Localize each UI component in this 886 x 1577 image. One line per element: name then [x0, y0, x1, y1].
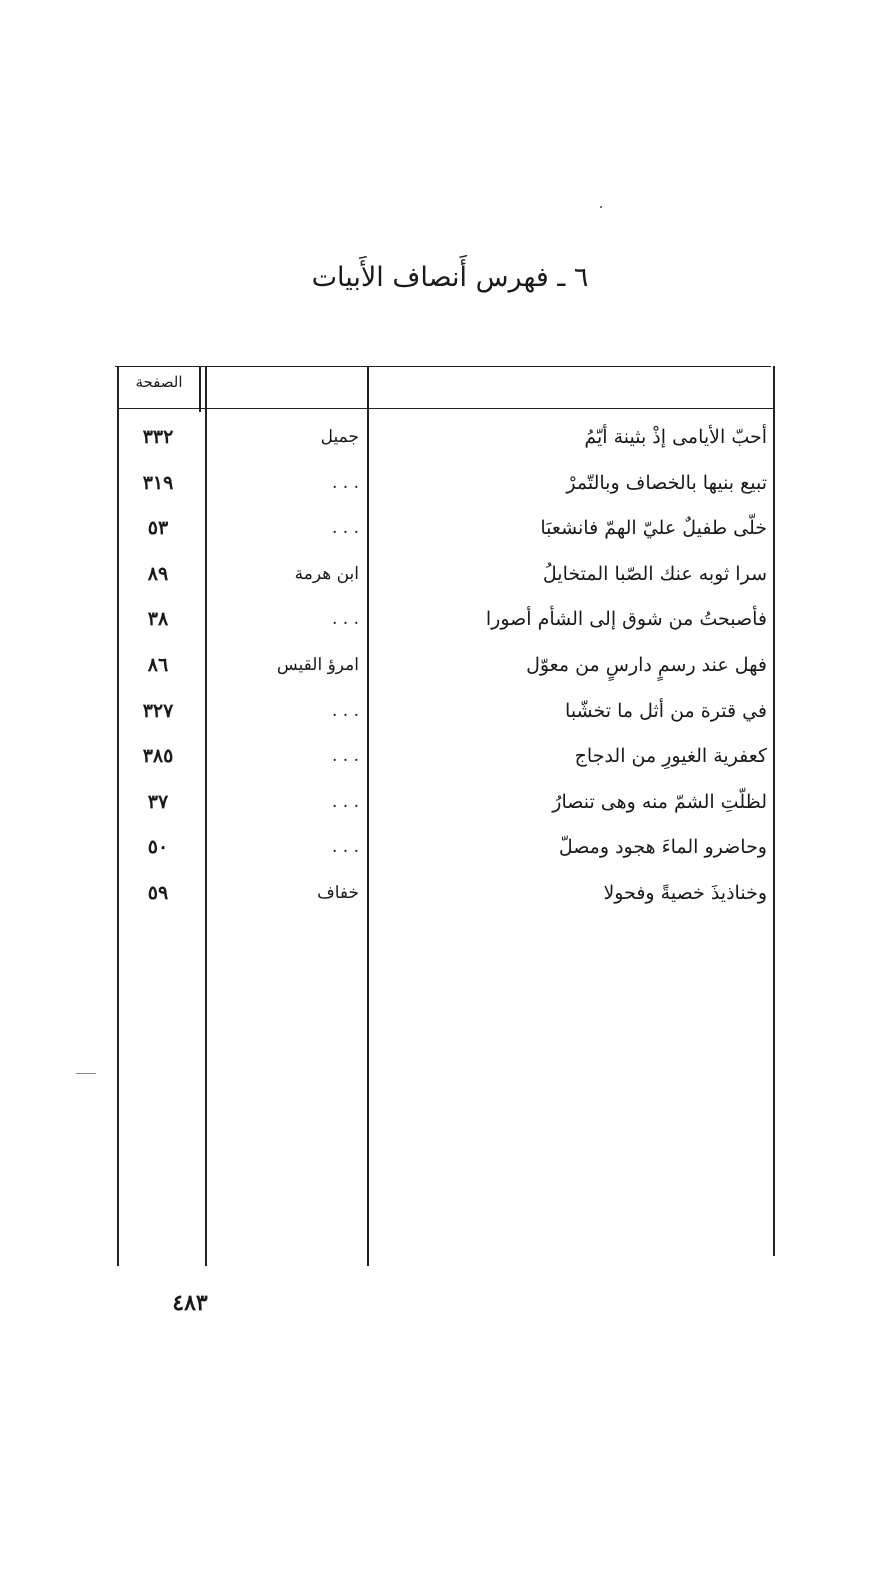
verse-text: أحبّ الأيامى إذْ بثينة أيّمُ	[584, 426, 767, 448]
column-header-page: الصفحة	[135, 373, 183, 391]
page-reference: ٣٧	[147, 790, 169, 813]
index-table	[115, 422, 775, 924]
page-reference: ٣٨٥	[142, 745, 174, 768]
page-reference: ٣١٩	[142, 471, 174, 494]
verse-text: كعفرية الغيورِ من الدجاج	[574, 745, 767, 768]
page-reference: ٨٦	[147, 653, 169, 676]
header-bottom-rule	[119, 408, 775, 409]
poet-name: امرؤ القيس	[276, 654, 359, 675]
table-top-rule	[115, 366, 771, 367]
page-reference: ٥٩	[147, 881, 169, 904]
poet-name: جميل	[320, 427, 359, 447]
table-row	[115, 787, 775, 833]
verse-text: فهل عند رسمٍ دارسٍ من معوّل	[526, 653, 767, 676]
verse-text: خلّى طفيلٌ عليّ الهمّ فانشعبَا	[540, 517, 767, 540]
table-row	[115, 604, 775, 650]
poet-name: . . .	[331, 518, 359, 539]
page-reference: ٣٣٢	[142, 426, 174, 448]
table-row	[115, 696, 775, 742]
table-row	[115, 650, 775, 696]
page-reference: ٥٠	[147, 836, 169, 859]
verse-text: في قترة من أثل ما تخشّبا	[565, 699, 767, 722]
page-number: ٤٨٣	[172, 1290, 208, 1316]
table-row	[115, 878, 775, 924]
poet-name: . . .	[331, 609, 359, 630]
verse-text: لظلّتِ الشمّ منه وهى تنصارُ	[552, 790, 767, 813]
table-row	[115, 513, 775, 559]
table-row	[115, 559, 775, 605]
poet-name: ابن هرمة	[294, 563, 359, 584]
page-reference: ٨٩	[147, 562, 169, 585]
poet-name: . . .	[331, 700, 359, 721]
poet-name: . . .	[331, 746, 359, 767]
poet-name: خفاف	[317, 882, 359, 903]
verse-text: سرا ثوبه عنك الصّبا المتخايلُ	[542, 562, 767, 585]
verse-text: تبيع بنيها بالخصاف وبالتّمرْ	[566, 471, 767, 494]
poet-name: . . .	[331, 837, 359, 858]
table-row	[115, 468, 775, 514]
table-row	[115, 832, 775, 878]
stray-mark	[600, 206, 602, 208]
page-title: ٦ ـ فهرس أَنصاف الأَبيات	[311, 262, 589, 293]
verse-text: وحاضرو الماءَ هجود ومصلّ	[558, 836, 767, 859]
column-rule-page-inner	[199, 366, 201, 412]
poet-name: . . .	[331, 791, 359, 812]
verse-text: وخناذيذَ خصيةً وفحولا	[603, 881, 767, 904]
page-reference: ٥٣	[147, 517, 169, 540]
table-row	[115, 422, 775, 468]
page-reference: ٣٢٧	[142, 699, 174, 722]
verse-text: فأصبحتُ من شوق إلى الشأم أصورا	[485, 608, 767, 631]
poet-name: . . .	[331, 472, 359, 493]
margin-mark	[76, 1073, 96, 1074]
table-row	[115, 741, 775, 787]
page-reference: ٣٨	[147, 608, 169, 631]
